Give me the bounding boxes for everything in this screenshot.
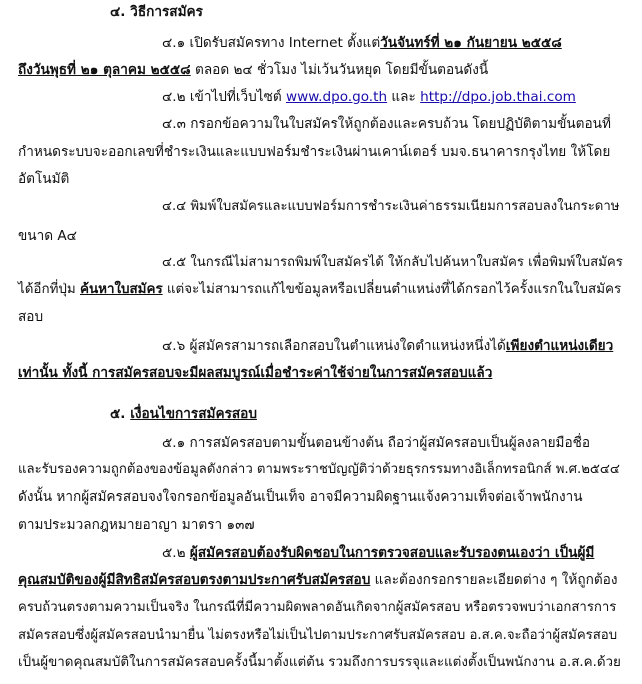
item-5-2-line-4: สมัครสอบซึ่งผู้สมัครสอบนำมายื่น ไม่ตรงหรือไม่เป็นไปตามประกาศรับสมัครสอบ อ.ส.ค.จะถือว่าผู้สมัครสอบ bbox=[18, 628, 618, 643]
item-4-5-line-3: สอบ bbox=[18, 309, 44, 325]
item-4-1-line-2: ถึงวันพุธที่ ๒๑ ตุลาคม ๒๕๕๘ ตลอด ๒๔ ชั่วโมง ไม่เว้นวันหยุด โดยมีขั้นตอนดังนี้ bbox=[18, 62, 489, 78]
section-4-heading: ๔. วิธีการสมัคร bbox=[110, 4, 203, 20]
item-5-1-line-1: ๕.๑ การสมัครสอบตามขั้นตอนข้างต้น ถือว่าผู้สมัครสอบเป็นผู้ลงลายมือชื่อ bbox=[162, 435, 591, 451]
item-4-6-line-2: เท่านั้น ทั้งนี้ การสมัครสอบจะมีผลสมบูรณ์เมื่อชำระค่าใช้จ่ายในการสมัครสอบแล้ว bbox=[18, 365, 493, 381]
search-application-label: ค้นหาใบสมัคร bbox=[80, 282, 163, 297]
item-4-5-line-2: ได้อีกที่ปุ่ม ค้นหาใบสมัคร แต่จะไม่สามารถแก้ไขข้อมูลหรือเปลี่ยนตำแหน่งที่ได้กรอกไว้ครั้งแรกในใบสมัคร bbox=[18, 282, 622, 297]
item-4-3-line-1: ๔.๓ กรอกข้อความในใบสมัครให้ถูกต้องและครบถ้วน โดยปฏิบัติตามขั้นตอนที่ bbox=[162, 116, 611, 132]
item-4-4-line-1: ๔.๔ พิมพ์ใบสมัครและแบบฟอร์มการชำระเงินค่าธรรมเนียมการสอบลงในกระดาษ bbox=[162, 199, 620, 214]
item-5-1-line-3: ดังนั้น หากผู้สมัครสอบจงใจกรอกข้อมูลอันเป็นเท็จ อาจมีความผิดฐานแจ้งความเท็จต่อเจ้าพนักงาน bbox=[18, 489, 583, 505]
section-5-heading: ๕. เงื่อนไขการสมัครสอบ bbox=[110, 406, 257, 422]
item-4-5-line-1: ๔.๕ ในกรณีไม่สามารถพิมพ์ใบสมัครได้ ให้กลับไปค้นหาใบสมัคร เพื่อพิมพ์ใบสมัคร bbox=[162, 255, 623, 270]
close-date: ถึงวันพุธที่ ๒๑ ตุลาคม ๒๕๕๘ bbox=[18, 62, 191, 78]
item-4-2: ๔.๒ เข้าไปที่เว็บไซต์ www.dpo.go.th และ http://dpo.job.thai.com bbox=[162, 89, 576, 105]
item-4-3-line-2: กำหนดระบบจะออกเลขที่ชำระเงินและแบบฟอร์มชำระเงินผ่านเคาน์เตอร์ บมจ.ธนาคารกรุงไทย ให้โดย bbox=[18, 144, 611, 160]
item-4-1-line-1: ๔.๑ เปิดรับสมัครทาง Internet ตั้งแต่วันจันทร์ที่ ๒๑ กันยายน ๒๕๕๘ bbox=[162, 35, 562, 51]
open-date: วันจันทร์ที่ ๒๑ กันยายน ๒๕๕๘ bbox=[380, 35, 562, 51]
item-4-6-line-1: ๔.๖ ผู้สมัครสามารถเลือกสอบในตำแหน่งใดตำแหน่งหนึ่งได้เพียงตำแหน่งเดียว bbox=[162, 338, 614, 354]
link-dpo-go-th[interactable]: www.dpo.go.th bbox=[286, 89, 388, 105]
item-5-2-line-2: คุณสมบัติของผู้มีสิทธิสมัครสอบตรงตามประกาศรับสมัครสอบ และต้องกรอกรายละเอียดต่าง ๆ ให้ถูกต้อง bbox=[18, 572, 618, 588]
item-5-1-line-4: ตามประมวลกฎหมายอาญา มาตรา ๑๓๗ bbox=[18, 517, 255, 533]
item-5-2-line-3: ครบถ้วนตรงตามความเป็นจริง ในกรณีที่มีความผิดพลาดอันเกิดจากผู้สมัครสอบ หรือตรวจพบว่าเอกสารการ bbox=[18, 600, 617, 615]
item-5-1-line-2: และรับรองความถูกต้องของข้อมูลดังกล่าว ตามพระราชบัญญัติว่าด้วยธุรกรรมทางอิเล็กทรอนิกส์ พ.ศ.๒๕๔๔ bbox=[18, 462, 620, 477]
item-5-2-line-5: เป็นผู้ขาดคุณสมบัติในการสมัครสอบครั้งนี้มาตั้งแต่ต้น รวมถึงการบรรจุและแต่งตั้งเป็นพนักงาน อ.ส.ค.ด้วย bbox=[18, 655, 621, 670]
item-4-4-line-2: ขนาด A๔ bbox=[18, 228, 77, 244]
link-dpo-job-thai[interactable]: http://dpo.job.thai.com bbox=[420, 89, 576, 105]
item-4-3-line-3: อัตโนมัติ bbox=[18, 171, 70, 187]
item-5-2-line-1: ๕.๒ ผู้สมัครสอบต้องรับผิดชอบในการตรวจสอบและรับรองตนเองว่า เป็นผู้มี bbox=[162, 545, 595, 561]
